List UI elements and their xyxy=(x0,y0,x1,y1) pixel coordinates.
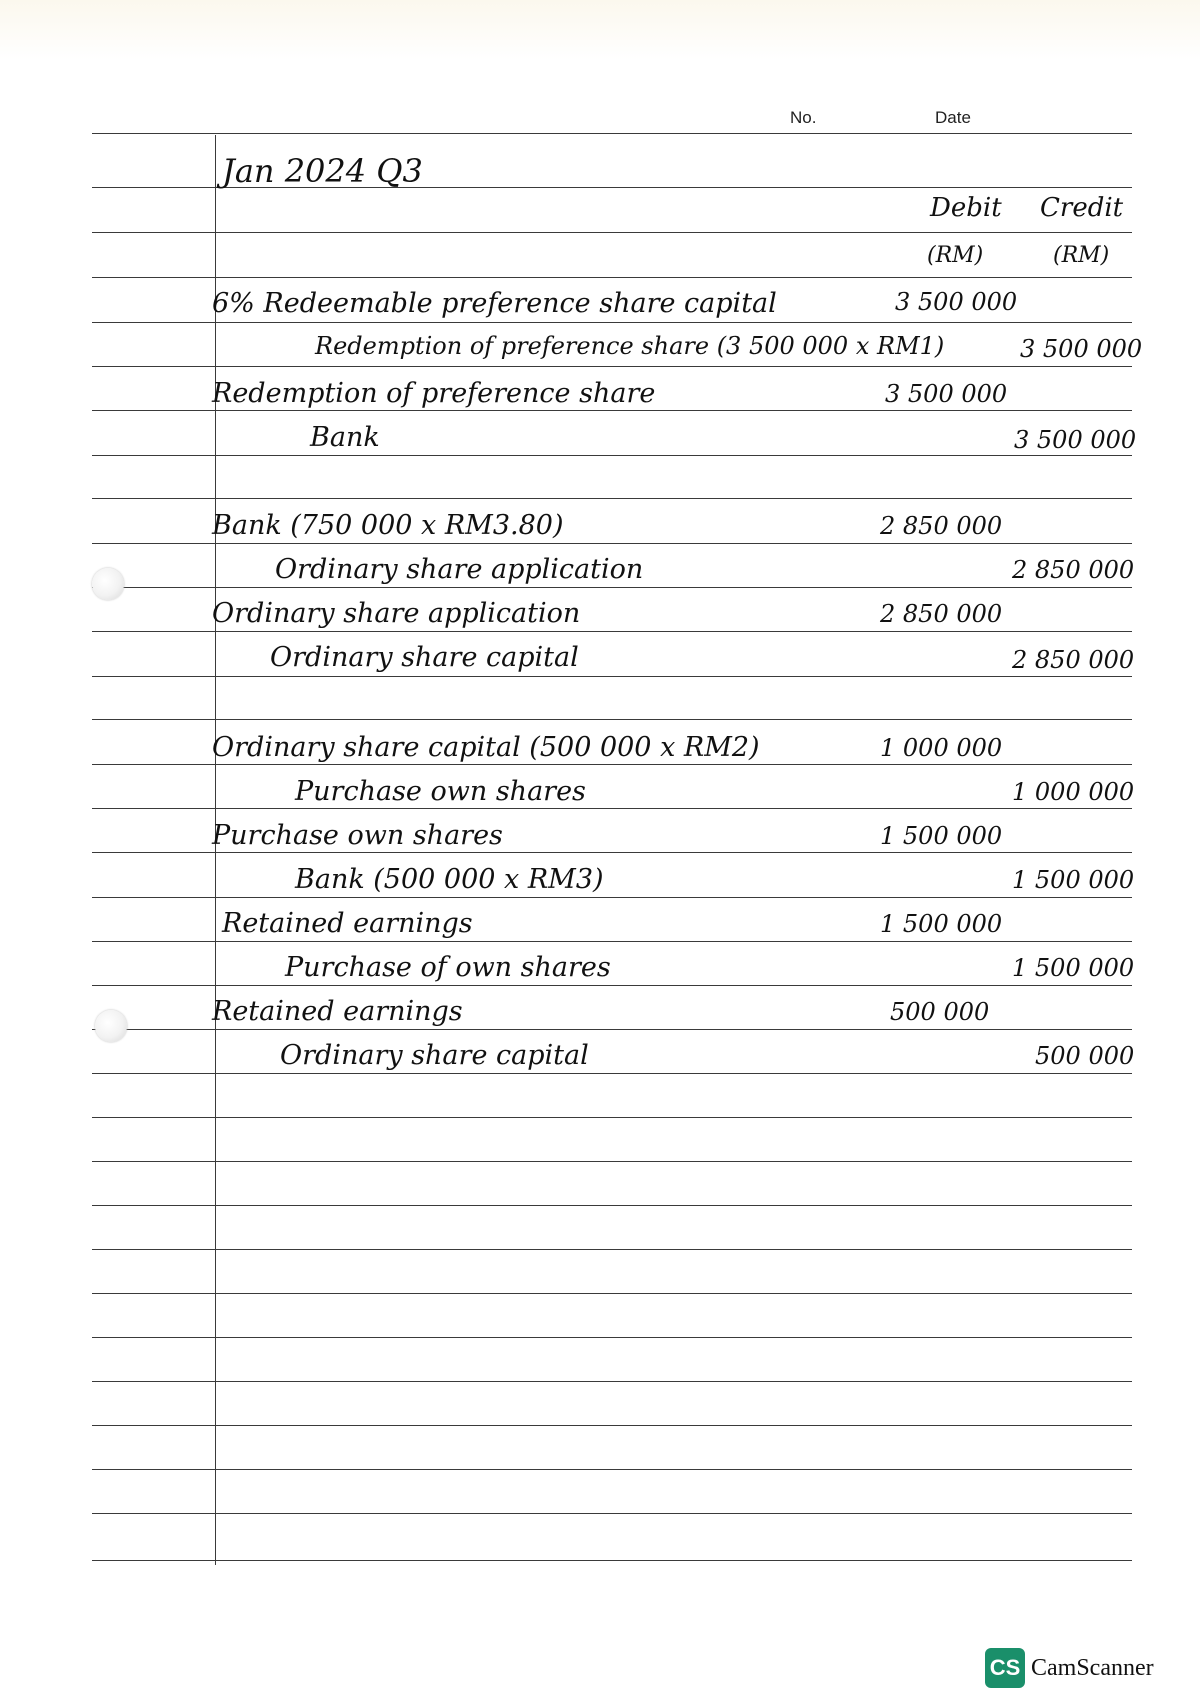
credit-amount: 2 850 000 xyxy=(1012,646,1135,674)
credit-amount: 3 500 000 xyxy=(1014,426,1137,454)
account-name: Ordinary share application xyxy=(275,554,644,585)
page-title: Jan 2024 Q3 xyxy=(222,152,423,190)
ruled-line xyxy=(92,1029,1132,1030)
ruled-line xyxy=(92,1117,1132,1118)
ruled-line xyxy=(92,1560,1132,1561)
punch-hole xyxy=(92,568,124,600)
account-name: Purchase of own shares xyxy=(285,952,611,983)
account-name: Redemption of preference share (3 500 000 x RM1) xyxy=(315,332,945,360)
debit-column-header: Debit xyxy=(930,193,1002,223)
account-name: Bank (500 000 x RM3) xyxy=(295,864,604,895)
ruled-line xyxy=(92,941,1132,942)
camscanner-name: CamScanner xyxy=(1031,1654,1154,1681)
ruled-line xyxy=(92,322,1132,323)
ruled-line xyxy=(92,1337,1132,1338)
account-name: 6% Redeemable preference share capital xyxy=(212,288,777,319)
ruled-line xyxy=(92,1513,1132,1514)
ruled-line xyxy=(92,985,1132,986)
ruled-line xyxy=(92,455,1132,456)
debit-amount: 500 000 xyxy=(890,998,990,1026)
credit-unit: (RM) xyxy=(1053,243,1110,268)
debit-amount: 1 500 000 xyxy=(880,822,1003,850)
debit-amount: 2 850 000 xyxy=(880,512,1003,540)
credit-amount: 2 850 000 xyxy=(1012,556,1135,584)
debit-amount: 2 850 000 xyxy=(880,600,1003,628)
credit-amount: 1 000 000 xyxy=(1012,778,1135,806)
date-label: Date xyxy=(935,108,971,127)
ruled-line xyxy=(92,808,1132,809)
ruled-line xyxy=(92,631,1132,632)
credit-amount: 1 500 000 xyxy=(1012,866,1135,894)
account-name: Ordinary share capital xyxy=(280,1040,589,1071)
credit-column-header: Credit xyxy=(1040,193,1124,223)
punch-hole xyxy=(95,1010,127,1042)
debit-amount: 3 500 000 xyxy=(885,380,1008,408)
ruled-line xyxy=(92,277,1132,278)
ruled-line xyxy=(92,410,1132,411)
ruled-line xyxy=(92,1381,1132,1382)
ruled-line xyxy=(92,1161,1132,1162)
account-name: Redemption of preference share xyxy=(212,378,656,409)
ruled-line xyxy=(92,1425,1132,1426)
ruled-line xyxy=(92,852,1132,853)
ruled-line xyxy=(92,366,1132,367)
ruled-line xyxy=(92,543,1132,544)
ruled-line xyxy=(92,498,1132,499)
ruled-line xyxy=(92,1205,1132,1206)
debit-unit: (RM) xyxy=(927,243,984,268)
camscanner-logo xyxy=(985,1648,1154,1688)
ruled-line xyxy=(92,764,1132,765)
account-name: Purchase own shares xyxy=(212,820,503,851)
account-name: Ordinary share capital (500 000 x RM2) xyxy=(212,732,760,763)
ruled-line xyxy=(92,133,1132,134)
camscanner-badge-icon: CS xyxy=(985,1648,1025,1688)
ruled-line xyxy=(92,1293,1132,1294)
ruled-line xyxy=(92,897,1132,898)
credit-amount: 500 000 xyxy=(1035,1042,1135,1070)
ruled-line xyxy=(92,1469,1132,1470)
account-name: Bank xyxy=(310,422,380,453)
ruled-line xyxy=(92,676,1132,677)
ruled-line xyxy=(92,232,1132,233)
credit-amount: 1 500 000 xyxy=(1012,954,1135,982)
account-name: Retained earnings xyxy=(222,908,473,939)
account-name: Bank (750 000 x RM3.80) xyxy=(212,510,564,541)
no-label: No. xyxy=(790,108,817,127)
account-name: Ordinary share application xyxy=(212,598,581,629)
account-name: Retained earnings xyxy=(212,996,463,1027)
ruled-line xyxy=(92,1073,1132,1074)
debit-amount: 3 500 000 xyxy=(895,288,1018,316)
credit-amount: 3 500 000 xyxy=(1020,335,1143,363)
debit-amount: 1 000 000 xyxy=(880,734,1003,762)
debit-amount: 1 500 000 xyxy=(880,910,1003,938)
ruled-line xyxy=(92,587,1132,588)
ruled-line xyxy=(92,719,1132,720)
account-name: Purchase own shares xyxy=(295,776,586,807)
ruled-line xyxy=(92,1249,1132,1250)
account-name: Ordinary share capital xyxy=(270,642,579,673)
